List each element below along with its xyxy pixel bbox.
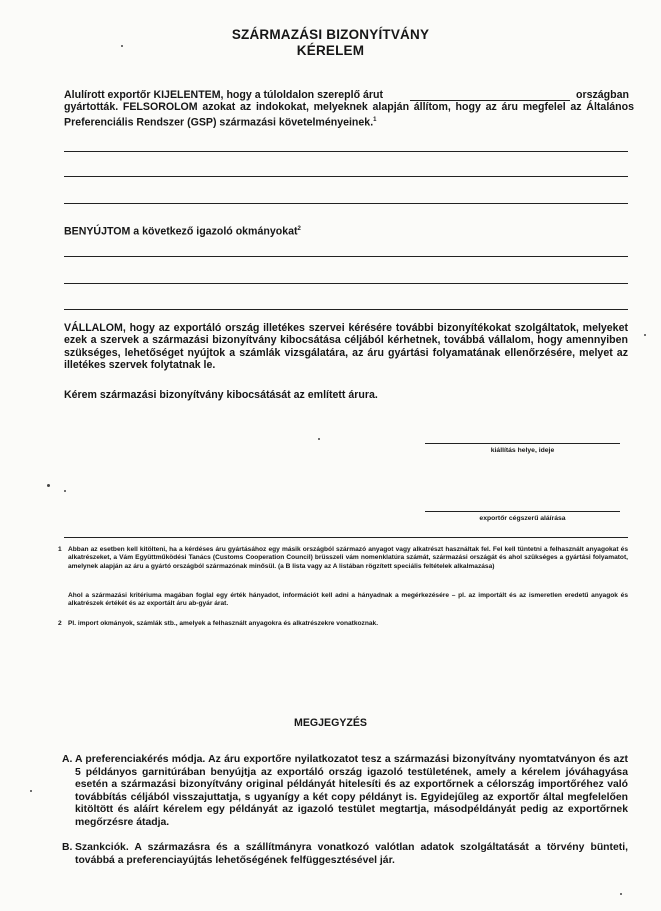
footnote-ref-1: 1 — [373, 116, 377, 123]
signature-line[interactable] — [425, 511, 620, 512]
scan-speck — [30, 790, 32, 792]
place-date-line[interactable] — [425, 443, 620, 444]
note-b — [62, 842, 628, 867]
footnote-1 — [58, 546, 628, 571]
country-field[interactable] — [410, 100, 570, 101]
scan-speck — [121, 45, 123, 47]
declaration-line1-end: országban — [576, 89, 629, 101]
note-a — [62, 754, 628, 830]
scan-speck — [644, 334, 646, 336]
scan-speck — [620, 893, 622, 895]
footnote-2-text: Pl. import okmányok, számlák stb., amelyek a felhasznált anyagokra és alkatrészekre vonatkoznak. — [68, 620, 379, 627]
document-line-3[interactable] — [64, 309, 628, 310]
request-text: Kérem származási bizonyítvány kibocsátását az említett árura. — [64, 389, 378, 401]
note-b-text: Szankciók. A származásra és a szállítmányra vonatkozó valótlan adatok szolgáltatását a törvény bünteti, továbbá a preferenciayújtás lehetőségének felfüggesztésével jár. — [75, 842, 628, 866]
reason-line-3[interactable] — [64, 203, 628, 204]
footnote-1b — [64, 592, 628, 609]
documents-label: BENYÚJTOM a következő igazoló okmányokat — [64, 225, 298, 238]
undertaking-paragraph: VÁLLALOM, hogy az exportáló ország illetékes szervei kérésére további bizonyítékokat szolgáltatok, melyeket ezek a szervek a származási bizonyítvány kibocsátása céljából kérhetnek, továbbá vállalom, hogy amennyiben szükséges, lehetőséget nyújtok a számlák vizsgálatára, az áru gyártási folyamatának ellenőrzésére, melyet az illetékes szervek folytatnak le. — [64, 322, 628, 372]
signature-label: exportőr cégszerű aláírása — [479, 515, 566, 522]
note-b-letter: B. — [62, 842, 73, 853]
declaration-paragraph — [64, 89, 634, 129]
scan-speck — [47, 484, 50, 487]
scan-speck — [64, 490, 66, 492]
document-line-2[interactable] — [64, 283, 628, 284]
scan-speck — [318, 438, 320, 440]
footnote-1-marker: 1 — [58, 546, 62, 553]
place-date-label: kiállítás helye, ideje — [490, 447, 555, 454]
reason-line-1[interactable] — [64, 151, 628, 152]
documents-label-wrap — [64, 223, 628, 238]
declaration-rest: gyártották. FELSOROLOM azokat az indokokat, melyeknek alapján állítom, hogy az áru megfelel az Általános Preferenciális Rendszer (GSP) származási követelményeinek. — [64, 101, 634, 129]
declaration-line1-start: Alulírott exportőr KIJELENTEM, hogy a túloldalon szereplő árut — [64, 89, 384, 101]
footnote-ref-2: 2 — [297, 226, 301, 232]
note-a-text: A preferenciakérés módja. Az áru exportőre nyilatkozatot tesz a származási bizonyítvány nyomtatványon és azt 5 példányos garnitúrában benyújtja az exportáló ország igazoló testületének, amely a kérelem jóváhagyása esetén a származási bizonyítvány original példányát hitelesíti és az exportőrnek a célország importőréhez való továbbítás céljából visszajuttatja, s ugyanígy a két copy példányt is. Egyidejűleg az exportőr által megfelelően kitöltött és aláírt kérelem egy példányát az igazoló testület megtartja, másodpéldányát pedig az exportőrnek megőrzésre átadja. — [75, 754, 628, 828]
footnote-separator — [64, 537, 628, 538]
document-line-1[interactable] — [64, 256, 628, 257]
reason-line-2[interactable] — [64, 176, 628, 177]
page-subtitle: KÉRELEM — [296, 43, 365, 58]
page-title: SZÁRMAZÁSI BIZONYÍTVÁNY — [231, 27, 430, 42]
footnote-2-marker: 2 — [58, 620, 62, 627]
footnote-1-text: Abban az esetben kell kitölteni, ha a kérdéses áru gyártásához egy másik országból származó anyagot vagy alkatrészt használtak fel. Fel kell tüntetni a felhasznált anyagokat és alkatrészeket, a Vám Együttműködési Tanács (Customs Cooperation Council) brüsszeli vám nomenklatúra számát, származási országát és ahol szükséges a gyártási folyamatot, amelynek alapján az áru a gyártó országból származónak minősül. (a B lista vagy az A listában rögzített speciális feltételek alkalmazása) — [68, 546, 628, 570]
notes-heading: MEGJEGYZÉS — [294, 717, 367, 729]
note-a-letter: A. — [62, 754, 73, 765]
footnote-1b-text: Ahol a származási kritériuma magában foglal egy érték hányadot, információt kell adni a hányadnak a megérkezésére – pl. az importált és az ismeretlen eredetű anyagok és alkatrészek értékét és az exportált áru ab-gyár árat. — [68, 592, 628, 608]
footnote-2 — [58, 620, 628, 628]
